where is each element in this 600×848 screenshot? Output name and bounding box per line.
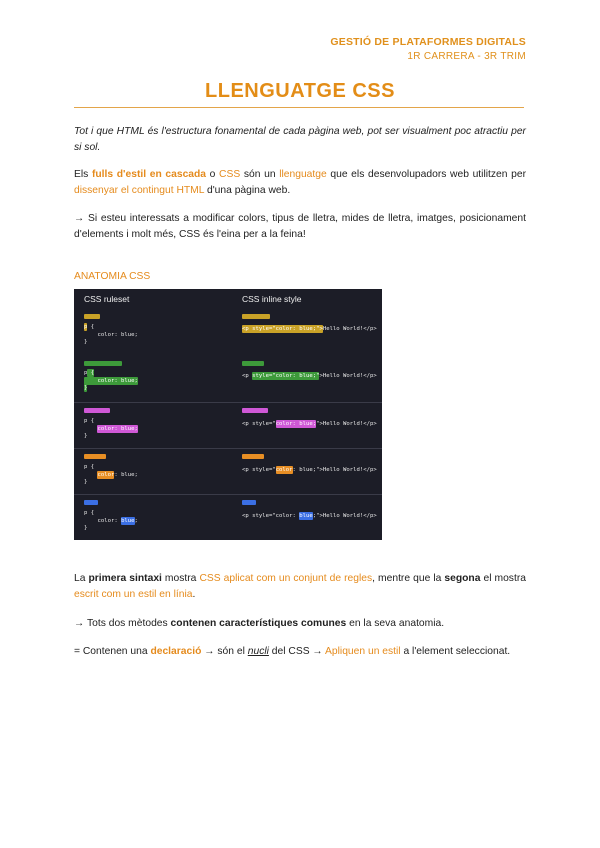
anatomy-row-property: [74, 448, 382, 495]
inline-header: CSS inline style: [242, 294, 302, 304]
ruleset-code: p { color: blue; }: [84, 510, 138, 531]
css-usage-paragraph: → Si esteu interessats a modificar colors, tipus de lletra, mides de lletra, imatges, posicionament d'elements i molt més, CSS és l'eina per a la feina!: [74, 213, 526, 240]
value-tag: [242, 500, 256, 505]
course-title: GESTIÓ DE PLATAFORMES DIGITALS: [330, 36, 526, 48]
declaration-block-tag: [84, 361, 122, 366]
inline-code: <p style="color: blue;">Hello World!</p>: [242, 373, 377, 379]
property-tag: [84, 454, 106, 459]
attribute-tag: [242, 361, 264, 366]
declaration-tag: [242, 408, 268, 413]
ruleset-code: p { color: blue; }: [84, 418, 138, 439]
property-tag: [242, 454, 264, 459]
css-definition-paragraph: Els fulls d'estil en cascada o CSS són un llenguatge que els desenvolupadors web utilitzen per dissenyar el contingut HTML d'una pàgina web.: [74, 169, 527, 196]
anatomy-row-selector: [74, 311, 382, 356]
anatomy-row-value: [74, 494, 382, 541]
ruleset-code: p { color: blue; }: [84, 464, 138, 485]
anatomy-row-declaration: [74, 402, 382, 449]
opening-tag-tag: [242, 314, 270, 319]
declaration-paragraph: = Contenen una declaració → són el nucli del CSS → Apliquen un estil a l'element seleccionat.: [74, 646, 511, 657]
selector-tag: [84, 314, 100, 319]
inline-code: <p style="color: blue;">Hello World!</p>: [242, 467, 377, 473]
css-anatomy-figure: [74, 289, 382, 540]
syntax-comparison-paragraph: La primera sintaxi mostra CSS aplicat com un conjunt de regles, mentre que la segona el mostra escrit com un estil en línia.: [74, 573, 526, 600]
ruleset-code: p { color: blue; }: [84, 370, 138, 391]
intro-paragraph: Tot i que HTML és l'estructura fonamental de cada pàgina web, pot ser visualment poc atractiu per si sol.: [74, 126, 526, 153]
title-divider: [74, 107, 524, 108]
inline-code: <p style="color: blue;">Hello World!</p>: [242, 326, 377, 332]
section-heading: ANATOMIA CSS: [74, 271, 151, 282]
anatomy-row-declaration-block: [74, 356, 382, 402]
ruleset-code: p { color: blue; }: [84, 324, 138, 345]
common-features-paragraph: → Tots dos mètodes contenen característiques comunes en la seva anatomia.: [74, 618, 445, 629]
value-tag: [84, 500, 98, 505]
course-term: 1R CARRERA - 3R TRIM: [407, 51, 526, 62]
page-header: [330, 36, 526, 62]
ruleset-header: CSS ruleset: [84, 294, 130, 304]
inline-code: <p style="color: blue;">Hello World!</p>: [242, 513, 377, 519]
document-title: LLENGUATGE CSS: [205, 80, 395, 102]
inline-code: <p style="color: blue;">Hello World!</p>: [242, 421, 377, 427]
declaration-tag: [84, 408, 110, 413]
